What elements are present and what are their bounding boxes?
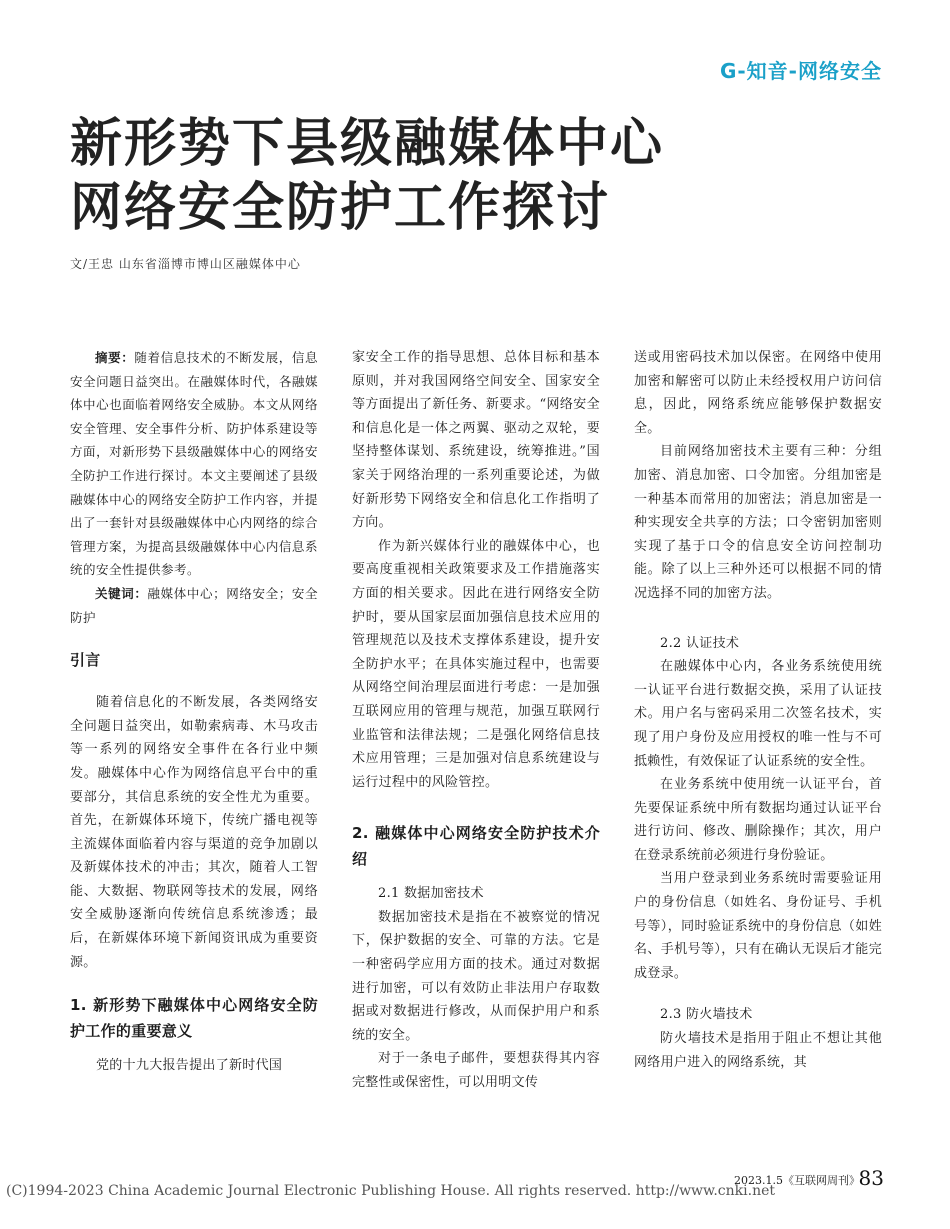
- section-1-paragraph-1-cont: 家安全工作的指导思想、总体目标和基本原则，并对我国网络空间安全、国家安全等方面提出了新任务、新要求。“网络安全和信息化是一体之两翼、驱动之双轮，要坚持整体谋划、系统建设，统筹推进。”国家关于网络治理的一系列重要论述，为做好新形势下网络安全和信息化工作指明了方向。: [352, 350, 600, 531]
- section-tag: G-知音-网络安全: [719, 59, 882, 83]
- keywords-text: 融媒体中心；网络安全；安全防护: [70, 585, 318, 625]
- section-2-1-heading: 2.1 数据加密技术: [378, 886, 484, 902]
- footer-date-journal: 2023.1.5《互联网周刊》: [734, 1174, 860, 1187]
- section-2-3-paragraph-1: 防火墙技术是指用于阻止不想让其他网络用户进入的网络系统，其: [634, 1031, 882, 1070]
- abstract-label: 摘要：: [95, 350, 135, 365]
- section-2-2-paragraph-3: 当用户登录到业务系统时需要验证用户的身份信息（如姓名、身份证号、手机号等），同时验证系统中的身份信息（如姓名、手机号等），只有在确认无误后才能完成登录。: [634, 871, 882, 981]
- copyright-watermark: (C)1994-2023 China Academic Journal Electronic Publishing House. All rights reserved. http://www.cnki.net: [6, 1183, 776, 1199]
- keywords-label: 关键词：: [95, 585, 148, 601]
- section-2-1-paragraph-1: 数据加密技术是指在不被察觉的情况下，保护数据的安全、可靠的方法。它是一种密码学应用方面的技术。通过对数据进行加密，可以有效防止非法用户存取数据或对数据进行修改，从而保护用户和系统的安全。: [352, 909, 600, 1043]
- section-1-paragraph-1-start: 党的十九大报告提出了新时代国: [96, 1058, 283, 1074]
- section-2-heading: 2. 融媒体中心网络安全防护技术介绍: [352, 824, 600, 869]
- page-number: 83: [858, 1166, 884, 1190]
- section-2-2-heading: 2.2 认证技术: [660, 635, 740, 651]
- intro-paragraph: 随着信息化的不断发展，各类网络安全问题日益突出，如勒索病毒、木马攻击等一系列的网络安全事件在各行业中频发。融媒体中心作为网络信息平台中的重要部分，其信息系统的安全性尤为重要。首先，在新媒体环境下，传统广播电视等主流媒体面临着内容与渠道的竞争加剧以及新媒体技术的冲击；其次，随着人工智能、大数据、物联网等技术的发展，网络安全威胁逐渐向传统信息系统渗透；最后，在新媒体环境下新闻资讯成为重要资源。: [70, 695, 318, 970]
- section-2-3-heading: 2.3 防火墙技术: [660, 1007, 753, 1023]
- intro-heading: 引言: [70, 651, 101, 670]
- abstract: [70, 346, 318, 582]
- section-2-2-paragraph-2: 在业务系统中使用统一认证平台，首先要保证系统中所有数据均通过认证平台进行访问、修改、删除操作；其次，用户在登录系统前必须进行身份验证。: [634, 777, 882, 863]
- section-2-1-paragraph-2-cont: 送或用密码技术加以保密。在网络中使用加密和解密可以防止未经授权用户访问信息，因此，网络系统应能够保护数据安全。: [634, 350, 882, 436]
- column-2: [352, 346, 600, 1095]
- title-line-1: 新形势下县级融媒体中心: [70, 114, 665, 174]
- article-title: [70, 112, 664, 240]
- abstract-text: 随着信息技术的不断发展，信息安全问题日益突出。在融媒体时代，各融媒体中心也面临着网络安全威胁。本文从网络安全管理、安全事件分析、防护体系建设等方面，对新形势下县级融媒体中心的网络安全防护工作进行探讨。本文主要阐述了县级融媒体中心的网络安全防护工作内容，并提出了一套针对县级融媒体中心内网络的综合管理方案，为提高县级融媒体中心内信息系统的安全性提供参考。: [70, 350, 318, 578]
- column-3: [634, 346, 882, 1074]
- section-2-2-paragraph-1: 在融媒体中心内，各业务系统使用统一认证平台进行数据交换，采用了认证技术。用户名与密码采用二次签名技术，实现了用户身份及应用授权的唯一性与不可抵赖性，有效保证了认证系统的安全性。: [634, 659, 882, 769]
- section-1-heading: 1. 新形势下融媒体中心网络安全防护工作的重要意义: [70, 996, 318, 1041]
- section-2-1-paragraph-2-start: 对于一条电子邮件，要想获得其内容完整性或保密性，可以用明文传: [352, 1051, 600, 1091]
- author-line: 文/王忠 山东省淄博市博山区融媒体中心: [70, 257, 301, 271]
- keywords: [70, 582, 318, 629]
- title-line-2: 网络安全防护工作探讨: [70, 178, 611, 238]
- section-2-1-paragraph-3: 目前网络加密技术主要有三种：分组加密、消息加密、口令加密。分组加密是一种基本而常用的加密法；消息加密是一种实现安全共享的方法；口令密钥加密则实现了基于口令的信息安全访问控制功能。除了以上三种外还可以根据不同的情况选择不同的加密方法。: [634, 444, 882, 601]
- section-1-paragraph-2: 作为新兴媒体行业的融媒体中心，也要高度重视相关政策要求及工作措施落实方面的相关要求。因此在进行网络安全防护时，要从国家层面加强信息技术应用的管理规范以及技术支撑体系建设，提升安全防护水平；在具体实施过程中，也需要从网络空间治理层面进行考虑：一是加强互联网应用的管理与规范，加强互联网行业监管和法律法规；二是强化网络信息技术应用管理；三是加强对信息系统建设与运行过程中的风险管控。: [352, 538, 600, 790]
- column-1: [70, 346, 318, 1078]
